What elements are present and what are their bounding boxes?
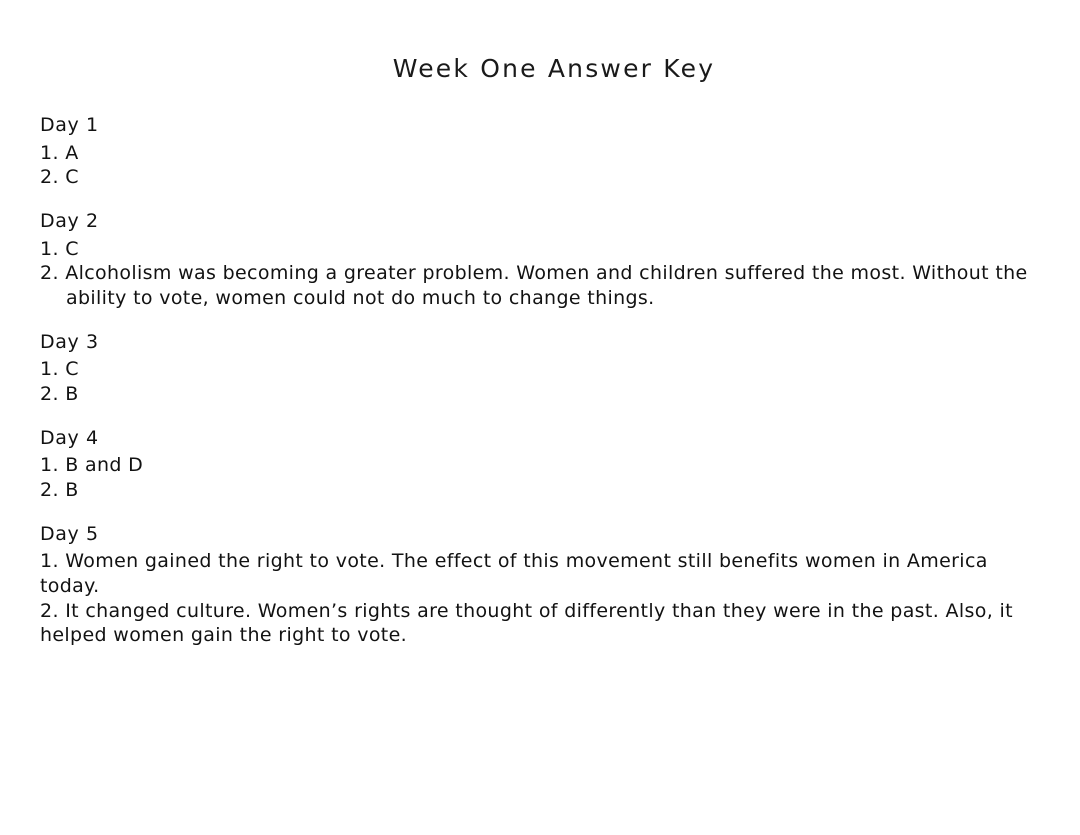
answer-line: 1. A [40,141,79,164]
day-section-2 [40,209,1028,311]
answer-line: 1. Women gained the right to vote. The effect of this movement still benefits women in America today. [40,550,988,598]
day-heading: Day 4 [40,426,99,449]
answer-line: 2. B [40,479,79,502]
day-heading: Day 3 [40,330,99,353]
answer-line: 2. Alcoholism was becoming a greater problem. Women and children suffered the most. Without the ability to vote, women could not do much to change things. [40,262,1028,310]
answer-line: 2. C [40,166,79,189]
answer-key-body [40,113,1028,648]
day-section-5 [40,522,1028,648]
answer-line: 1. B and D [40,454,144,477]
answer-line: 2. B [40,383,79,406]
answer-line: 2. It changed culture. Women’s rights are thought of differently than they were in the past. Also, it helped women gain the right to vote. [40,599,1013,647]
page-title: Week One Answer Key [392,54,716,83]
day-section-3 [40,330,1028,407]
day-section-4 [40,426,1028,503]
answer-line: 1. C [40,358,79,381]
answer-line: 1. C [40,237,79,260]
day-section-1 [40,113,1028,190]
day-heading: Day 2 [40,210,99,233]
day-heading: Day 1 [40,114,99,136]
day-heading: Day 5 [40,522,99,545]
